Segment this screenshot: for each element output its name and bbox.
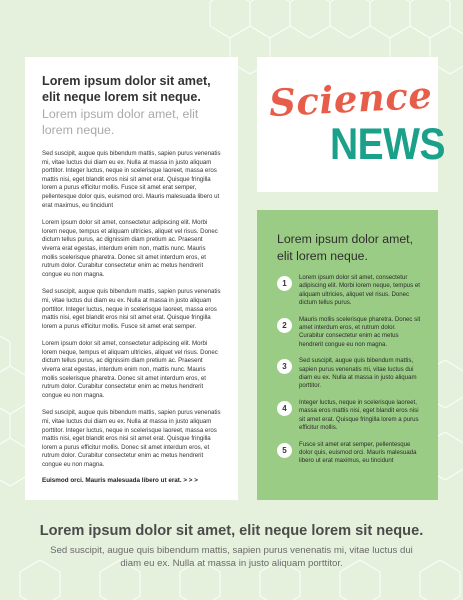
article-paragraph: Lorem ipsum dolor sit amet, consectetur adipiscing elit. Morbi lorem neque, tempus et aliquam ultricies, aliquet vel risus. Donec dictum tellus purus, ac dignissim diam pretium ac. Praesent viverra erat egestas, interdum enim non, mattis nunc. Mauris mollis scelerisque pharetra. Donec sit amet interdum eros, et rutrum dolor. Curabitur consectetur enim ac metus hendrerit congue eu non magna. [42,340,218,399]
footer-headline: Lorem ipsum dolor sit amet, elit neque lorem sit neque. [39,523,424,539]
article-paragraph: Sed suscipit, augue quis bibendum mattis, sapien purus venenatis mi, vitae luctus dui diam eu ex. Nulla at massa in justo aliquam porttitor. Integer luctus, neque in scelerisque laoreet, massa eros mattis nisi, eget blandit eros nisi sit amet erat. Quisque fringilla lorem a purus efficitur mollis. Fusce sit amet erat semper, pellentesque dolor quis, euismod orci. Mauris malesuada libero ut erat maximus, eu tincidunt [42,150,221,209]
science-news-logo [257,57,445,192]
panel-heading: Lorem ipsum dolor amet, elit lorem neque. [277,232,414,263]
number-badge: 1 [277,276,292,291]
numbered-list [277,274,426,466]
list-item [277,441,426,466]
article-continue-link[interactable]: Euismod orci. Mauris malesuada libero ut erat. > > > [42,476,198,484]
logo-news-word: NEWS [330,119,445,170]
article-headline: Lorem ipsum dolor sit amet, elit neque lorem sit neque. [42,74,211,104]
article-paragraph: Sed suscipit, augue quis bibendum mattis, sapien purus venenatis mi, vitae luctus dui diam eu ex. Nulla at massa in justo aliquam porttitor. Integer luctus, neque in scelerisque laoreet, massa eros mattis nisi, eget blandit eros nisi sit amet erat. Quisque fringilla lorem a purus efficitur mollis. Fusce sit amet erat semper. [42,288,221,330]
list-item-text: Lorem ipsum dolor sit amet, consectetur adipiscing elit. Morbi lorem neque, tempus et aliquam ultricies, aliquet vel risus. Donec dictum tellus purus. [299,274,420,307]
article-subheadline: Lorem ipsum dolor amet, elit lorem neque. [42,107,199,137]
list-item [277,399,426,433]
logo-science-word: Science [267,72,434,126]
list-item-text: Sed suscipit, augue quis bibendum mattis, sapien purus venenatis mi, vitae luctus dui diam eu ex. Nulla at massa in justo aliquam porttitor. [299,357,417,390]
number-badge: 2 [277,318,292,333]
list-item-text: Fusce sit amet erat semper, pellentesque dolor quis, euismod orci. Mauris malesuada libero ut erat maximus, eu tincidunt [299,440,417,465]
article-paragraph: Sed suscipit, augue quis bibendum mattis, sapien purus venenatis mi, vitae luctus dui diam eu ex. Nulla at massa in justo aliquam porttitor. Integer luctus, neque in scelerisque laoreet, massa eros mattis nisi, eget blandit eros nisi sit amet erat. Quisque fringilla lorem a purus efficitur mollis. Donec sit amet interdum eros, et rutrum dolor. Curabitur consectetur enim ac metus hendrerit congue eu non magna. [42,409,221,468]
list-item [277,357,426,391]
left-article-card [25,57,238,500]
list-item [277,274,426,308]
article-paragraph: Lorem ipsum dolor sit amet, consectetur adipiscing elit. Morbi lorem neque, tempus et aliquam ultricies, aliquet vel risus. Donec dictum tellus purus, ac dignissim diam pretium ac. Praesent viverra erat egestas, interdum enim non, mattis nunc. Mauris mollis scelerisque pharetra. Donec sit amet interdum eros, et rutrum dolor. Curabitur consectetur enim ac metus hendrerit congue eu non magna. [42,219,218,278]
number-badge: 3 [277,359,292,374]
number-badge: 5 [277,443,292,458]
number-badge: 4 [277,401,292,416]
list-item [277,316,426,350]
list-item-text: Mauris mollis scelerisque pharetra. Donec sit amet interdum eros, et rutrum dolor. Curabitur consectetur enim ac metus hendrerit congue eu non magna. [299,315,421,348]
right-highlights-panel [257,210,438,500]
list-item-text: Integer luctus, neque in scelerisque laoreet, massa eros mattis nisi, eget blandit eros nisi sit amet erat. Quisque fringilla lorem a purus efficitur mollis. [299,398,419,432]
footer-subtitle: Sed suscipit, augue quis bibendum mattis, sapien purus venenatis mi, vitae luctus dui diam eu ex. Nulla at massa in justo aliquam porttitor. [50,545,413,569]
